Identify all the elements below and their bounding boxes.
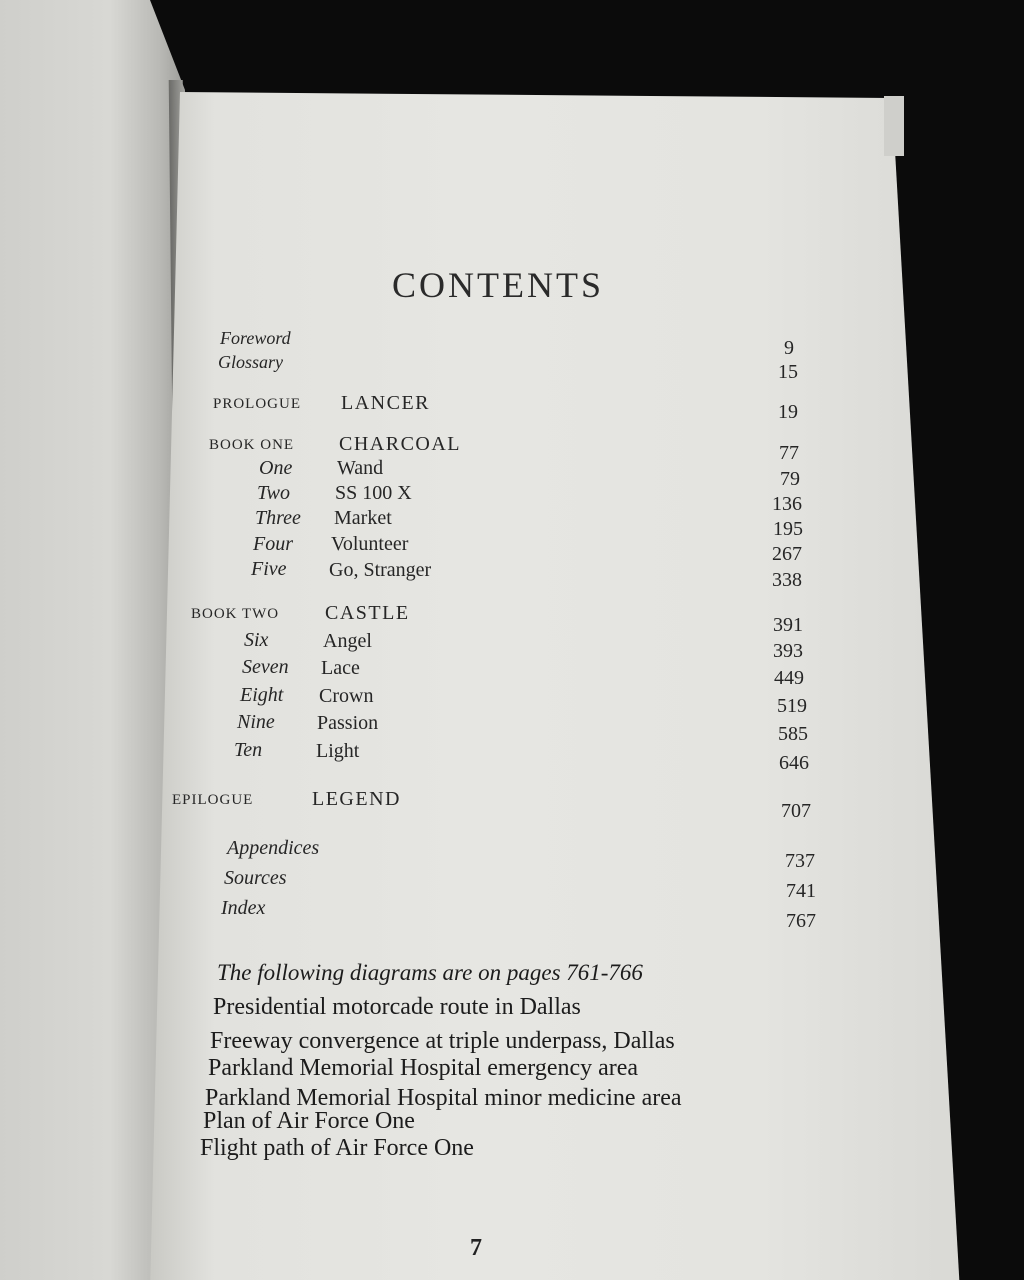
page-title: CONTENTS: [392, 265, 604, 305]
chapter-name: Angel: [323, 630, 372, 652]
book-one-name: CHARCOAL: [339, 433, 462, 455]
back-label-sources: Sources: [224, 867, 287, 889]
chapter-num: Eight: [240, 684, 284, 706]
chapter-name: Go, Stranger: [329, 559, 432, 581]
prologue-name: LANCER: [341, 392, 430, 414]
chapter-page: 646: [779, 752, 809, 774]
back-page-index: 767: [786, 910, 816, 932]
book-one-part: BOOK ONE: [209, 437, 295, 453]
chapter-name: Light: [316, 740, 360, 762]
diagrams-heading: The following diagrams are on pages 761-766: [217, 960, 643, 985]
chapter-name: Passion: [317, 712, 379, 734]
chapter-name: Wand: [337, 457, 384, 479]
chapter-name: Market: [334, 507, 392, 529]
chapter-page: 338: [772, 569, 802, 591]
chapter-page: 449: [774, 667, 804, 689]
front-label-foreword: Foreword: [220, 328, 291, 348]
chapter-page: 195: [773, 518, 803, 540]
front-page-foreword: 9: [784, 337, 794, 359]
chapter-num: Ten: [234, 739, 263, 761]
front-page-glossary: 15: [778, 361, 798, 383]
book-one-page: 77: [779, 442, 799, 464]
chapter-name: Crown: [319, 685, 374, 707]
diagram-item: Plan of Air Force One: [203, 1108, 415, 1134]
book-two-name: CASTLE: [325, 602, 410, 624]
chapter-num: Four: [253, 533, 293, 555]
chapter-page: 79: [780, 468, 800, 490]
chapter-name: SS 100 X: [335, 482, 412, 504]
front-label-glossary: Glossary: [218, 352, 284, 372]
chapter-page: 519: [777, 695, 807, 717]
epilogue-part: EPILOGUE: [172, 792, 254, 808]
chapter-num: One: [259, 457, 293, 479]
epilogue-page: 707: [781, 800, 811, 822]
chapter-page: 136: [772, 493, 802, 515]
chapter-num: Seven: [242, 656, 289, 678]
back-label-index: Index: [221, 897, 266, 919]
chapter-page: 267: [772, 543, 802, 565]
chapter-num: Nine: [237, 711, 275, 733]
diagram-item: Parkland Memorial Hospital minor medicine area: [205, 1085, 682, 1111]
book-two-page: 391: [773, 614, 803, 636]
back-label-appendices: Appendices: [227, 837, 320, 859]
chapter-num: Six: [244, 629, 269, 651]
chapter-num: Three: [255, 507, 301, 529]
diagram-item: Presidential motorcade route in Dallas: [213, 994, 581, 1020]
chapter-page: 585: [778, 723, 808, 745]
chapter-num: Five: [251, 558, 287, 580]
page-number: 7: [470, 1235, 482, 1261]
back-page-appendices: 737: [785, 850, 815, 872]
back-page-sources: 741: [786, 880, 816, 902]
chapter-num: Two: [257, 482, 290, 504]
epilogue-name: LEGEND: [312, 788, 401, 810]
prologue-page: 19: [778, 401, 798, 423]
diagram-item: Freeway convergence at triple underpass, Dallas: [210, 1028, 675, 1054]
chapter-name: Lace: [321, 657, 360, 679]
diagram-item: Flight path of Air Force One: [200, 1135, 474, 1161]
chapter-page: 393: [773, 640, 803, 662]
prologue-part: PROLOGUE: [213, 396, 302, 412]
chapter-name: Volunteer: [331, 533, 409, 555]
book-two-part: BOOK TWO: [191, 606, 280, 622]
diagram-item: Parkland Memorial Hospital emergency area: [208, 1055, 639, 1081]
